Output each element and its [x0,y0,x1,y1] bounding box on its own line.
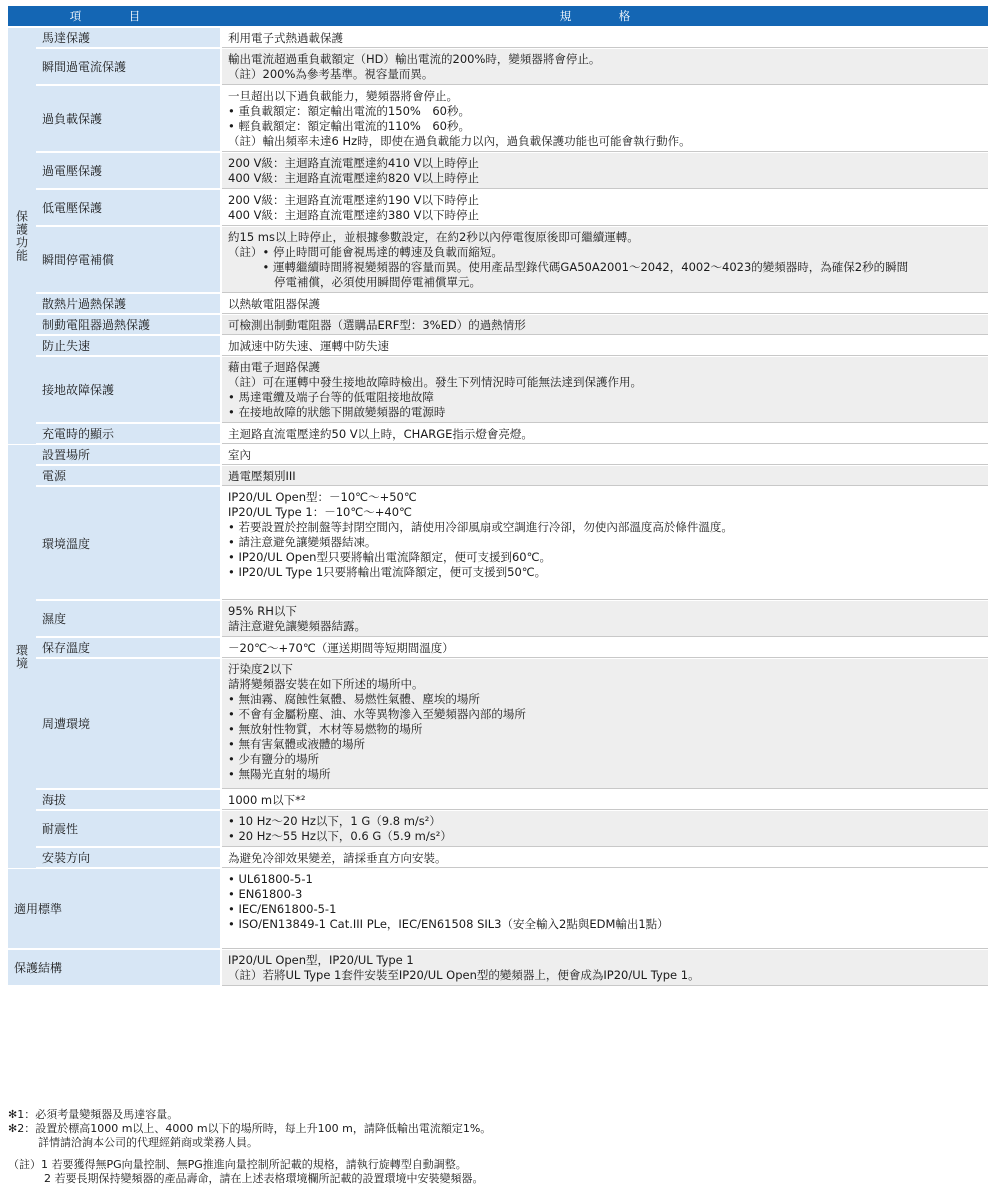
spec-line: 過電壓類別III [228,469,296,483]
spec-line: 為避免冷卻效果變差，請採垂直方向安裝。 [228,851,447,865]
group-label: 環境 [8,445,36,868]
spec-line: 加減速中防失速、運轉中防失速 [228,339,389,353]
spec-line: IP20/UL Open型：－10℃～+50℃ [228,490,417,504]
spec-line: 一旦超出以下過負載能力，變頻器將會停止。 [228,89,458,103]
row-spec [222,811,988,847]
row-spec [222,294,988,314]
spec-line: 400 V級：主迴路直流電壓達約380 V以下時停止 [228,208,479,222]
note-2: 2 若要長期保持變頻器的產品壽命，請在上述表格環境欄所記載的設置環境中安裝變頻器。 [44,1172,484,1185]
note-1: （註）1 若要獲得無PG向量控制、無PG推進向量控制所記載的規格，請執行旋轉型自動調整。 [8,1158,467,1171]
footnote-2: ✻2：設置於標高1000 m以上、4000 m以下的場所時，每上升100 m，請降低輸出電流額定1%。 [8,1122,492,1135]
row-spec [222,790,988,810]
spec-line: • 輕負載額定：額定輸出電流的110% 60秒。 [228,119,470,133]
footnote-2-cont: 詳情請洽詢本公司的代理經銷商或業務人員。 [38,1136,258,1149]
row-spec [222,315,988,335]
row-item-label: 瞬間過電流保護 [36,49,220,85]
row-spec [222,848,988,868]
spec-line: 請將變頻器安裝在如下所述的場所中。 [228,677,424,691]
row-item-label: 保護結構 [8,950,220,986]
spec-line: 主迴路直流電壓達約50 V以上時，CHARGE指示燈會亮燈。 [228,427,533,441]
spec-line: 約15 ms以上時停止，並根據參數設定，在約2秒以內停電復原後即可繼續運轉。 [228,230,639,244]
spec-line: • ISO/EN13849-1 Cat.III PLe，IEC/EN61508 SIL3（安全輸入2點與EDM輸出1點） [228,917,669,931]
spec-line: 利用電子式熱過載保護 [228,31,343,45]
row-spec [222,659,988,789]
row-item-label: 電源 [36,466,220,486]
row-spec [222,601,988,637]
row-spec [222,445,988,465]
spec-line: • IP20/UL Open型只要將輸出電流降額定，便可支援到60℃。 [228,550,552,564]
spec-line: 200 V級：主迴路直流電壓達約410 V以上時停止 [228,156,479,170]
spec-line: 95% RH以下 [228,604,297,618]
spec-line: • 無有害氣體或液體的場所 [228,737,365,751]
spec-line: • 運轉繼續時間將視變頻器的容量而異。使用產品型錄代碼GA50A2001～2042，4002～4023的變頻器時，為確保2秒的瞬間 [228,260,909,274]
row-item-label: 環境溫度 [36,487,220,600]
row-spec [222,336,988,356]
row-item-label: 過電壓保護 [36,153,220,189]
spec-line: （註）200%為參考基準。視容量而異。 [228,67,434,81]
row-item-label: 適用標準 [8,869,220,949]
row-spec [222,869,988,949]
spec-line: • IEC/EN61800-5-1 [228,902,337,916]
footnote-1: ✻1：必須考量變頻器及馬達容量。 [8,1108,179,1121]
row-item-label: 海拔 [36,790,220,810]
row-spec [222,28,988,48]
row-item-label: 耐震性 [36,811,220,847]
row-spec [222,49,988,85]
spec-line: • 若要設置於控制盤等封閉空間內，請使用冷卻風扇或空調進行冷卻，勿使內部溫度高於條件溫度。 [228,520,733,534]
row-item-label: 周遭環境 [36,659,220,789]
spec-line: • 少有鹽分的場所 [228,752,319,766]
spec-line: • 馬達電纜及端子台等的低電阻接地故障 [228,390,434,404]
spec-line: 室內 [228,448,251,462]
row-item-label: 安裝方向 [36,848,220,868]
row-spec [222,638,988,658]
spec-line: 以熱敏電阻器保護 [228,297,320,311]
spec-line: • 無陽光直射的場所 [228,767,331,781]
spec-line: • 無放射性物質，木材等易燃物的場所 [228,722,423,736]
spec-line: • 不會有金屬粉塵、油、水等異物滲入至變頻器內部的場所 [228,707,526,721]
spec-line: 400 V級：主迴路直流電壓達約820 V以上時停止 [228,171,479,185]
spec-line: • EN61800-3 [228,887,303,901]
row-item-label: 散熱片過熱保護 [36,294,220,314]
footnotes [8,1108,978,1186]
table-header [8,6,988,26]
spec-line: （註）若將UL Type 1套件安裝至IP20/UL Open型的變頻器上，便會成為IP20/UL Type 1。 [228,968,700,982]
spec-line: 停電補償，必須使用瞬間停電補償單元。 [228,275,481,289]
row-item-label: 接地故障保護 [36,357,220,423]
row-item-label: 制動電阻器過熱保護 [36,315,220,335]
spec-line: • 20 Hz～55 Hz以下，0.6 G（5.9 m/s²） [228,829,452,843]
spec-line: • 重負載額定：額定輸出電流的150% 60秒。 [228,104,470,118]
spec-line: 可檢測出制動電阻器（選購品ERF型：3%ED）的過熱情形 [228,318,526,332]
header-item: 項 目 [69,9,159,23]
spec-line: • 請注意避免讓變頻器結凍。 [228,535,377,549]
spec-line: 藉由電子迴路保護 [228,360,320,374]
row-item-label: 防止失速 [36,336,220,356]
row-item-label: 保存溫度 [36,638,220,658]
row-item-label: 低電壓保護 [36,190,220,226]
spec-line: －20℃～+70℃（運送期間等短期間溫度） [228,641,454,655]
row-spec [222,950,988,986]
row-item-label: 設置場所 [36,445,220,465]
row-spec [222,487,988,600]
group-label: 保護功能 [8,28,36,444]
spec-line: 1000 m以下*² [228,793,306,807]
row-item-label: 瞬間停電補償 [36,227,220,293]
spec-line: 輸出電流超過重負載額定（HD）輸出電流的200%時，變頻器將會停止。 [228,52,601,66]
spec-line: IP20/UL Type 1：－10℃～+40℃ [228,505,412,519]
header-spec: 規 格 [559,9,649,23]
row-spec [222,424,988,444]
row-item-label: 充電時的顯示 [36,424,220,444]
spec-line: • 在接地故障的狀態下開啟變頻器的電源時 [228,405,446,419]
spec-line: • UL61800-5-1 [228,872,313,886]
spec-line: 請注意避免讓變頻器結露。 [228,619,366,633]
spec-line: • 無油霧、腐蝕性氣體、易燃性氣體、塵埃的場所 [228,692,480,706]
spec-line: IP20/UL Open型，IP20/UL Type 1 [228,953,414,967]
row-spec [222,466,988,486]
spec-line: • 10 Hz～20 Hz以下，1 G（9.8 m/s²） [228,814,441,828]
row-item-label: 濕度 [36,601,220,637]
row-item-label: 過負載保護 [36,86,220,152]
row-spec [222,153,988,189]
row-item-label: 馬達保護 [36,28,220,48]
spec-line: （註）• 停止時間可能會視馬達的轉速及負載而縮短。 [228,245,503,259]
spec-line: 200 V級：主迴路直流電壓達約190 V以下時停止 [228,193,479,207]
spec-line: （註）可在運轉中發生接地故障時檢出。發生下列情況時可能無法達到保護作用。 [228,375,642,389]
row-spec [222,227,988,293]
spec-line: • IP20/UL Type 1只要將輸出電流降額定，便可支援到50℃。 [228,565,547,579]
row-spec [222,190,988,226]
spec-line: （註）輸出頻率未達6 Hz時，即使在過負載能力以內，過負載保護功能也可能會執行動作。 [228,134,691,148]
row-spec [222,86,988,152]
row-spec [222,357,988,423]
spec-line: 汙染度2以下 [228,662,293,676]
